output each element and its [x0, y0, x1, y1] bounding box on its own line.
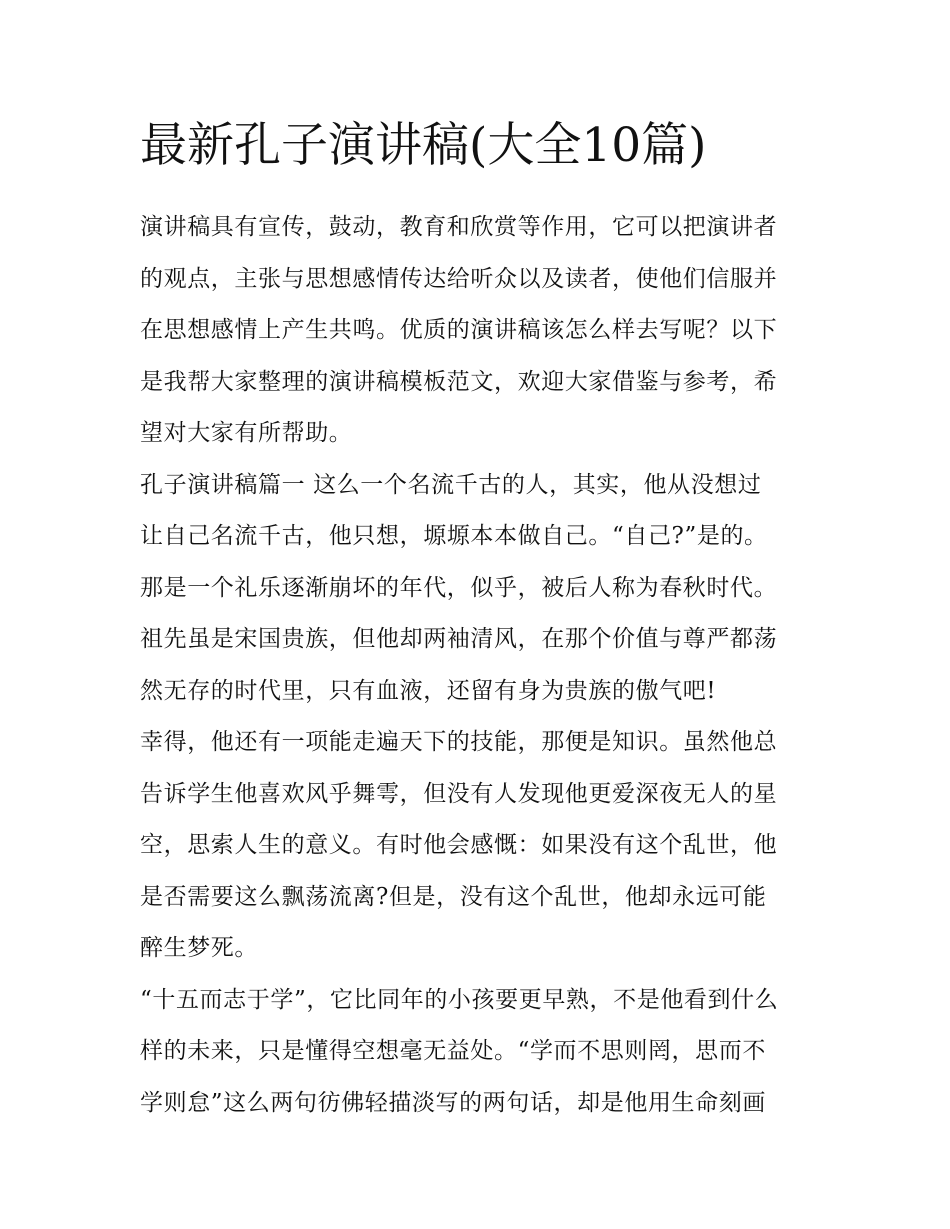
text-line: 演讲稿具有宣传，鼓动，教育和欣赏等作用，它可以把演讲者	[140, 214, 778, 240]
text-line: 让自己名流千古，他只想，塬塬本本做自己。“自己?”是的。	[140, 523, 768, 549]
text-line: 的观点，主张与思想感情传达给听众以及读者，使他们信服并	[140, 265, 778, 292]
text-line: 在思想感情上产生共鸣。优质的演讲稿该怎么样去写呢？以下	[140, 317, 778, 343]
text-line: 学则怠”这么两句彷佛轻描淡写的两句话，却是他用生命刻画	[140, 1089, 766, 1116]
text-line: 是我帮大家整理的演讲稿模板范文，欢迎大家借鉴与参考，希	[140, 368, 778, 395]
text-line: 孔子演讲稿篇一 这么一个名流千古的人，其实，他从没想过	[140, 471, 762, 498]
page-title: 最新孔子演讲稿(大全10篇)	[140, 118, 707, 173]
text-line: 那是一个礼乐逐渐崩坏的年代，似乎，被后人称为春秋时代。	[140, 574, 778, 601]
text-line: 幸得，他还有一项能走遍天下的技能，那便是知识。虽然他总	[140, 729, 778, 755]
body-text	[140, 202, 820, 1129]
text-line: 望对大家有所帮助。	[140, 420, 353, 446]
text-line: “十五而志于学”，它比同年的小孩要更早熟，不是他看到什么	[140, 986, 779, 1013]
text-line: 祖先虽是宋国贵族，但他却两袖清风，在那个价值与尊严都荡	[140, 626, 778, 652]
text-line: 醉生梦死。	[140, 935, 258, 961]
text-line: 空，思索人生的意义。有时他会感慨：如果没有这个乱世，他	[140, 832, 778, 858]
text-line: 样的未来，只是懂得空想毫无益处。“学而不思则罔，思而不	[140, 1038, 766, 1064]
document-page	[140, 112, 820, 1129]
text-line: 是否需要这么飘荡流离?但是，没有这个乱世，他却永远可能	[140, 883, 767, 910]
text-line: 告诉学生他喜欢风乎舞雩，但没有人发现他更爱深夜无人的星	[140, 780, 778, 807]
text-line: 然无存的时代里，只有血液，还留有身为贵族的傲气吧!	[140, 677, 717, 704]
